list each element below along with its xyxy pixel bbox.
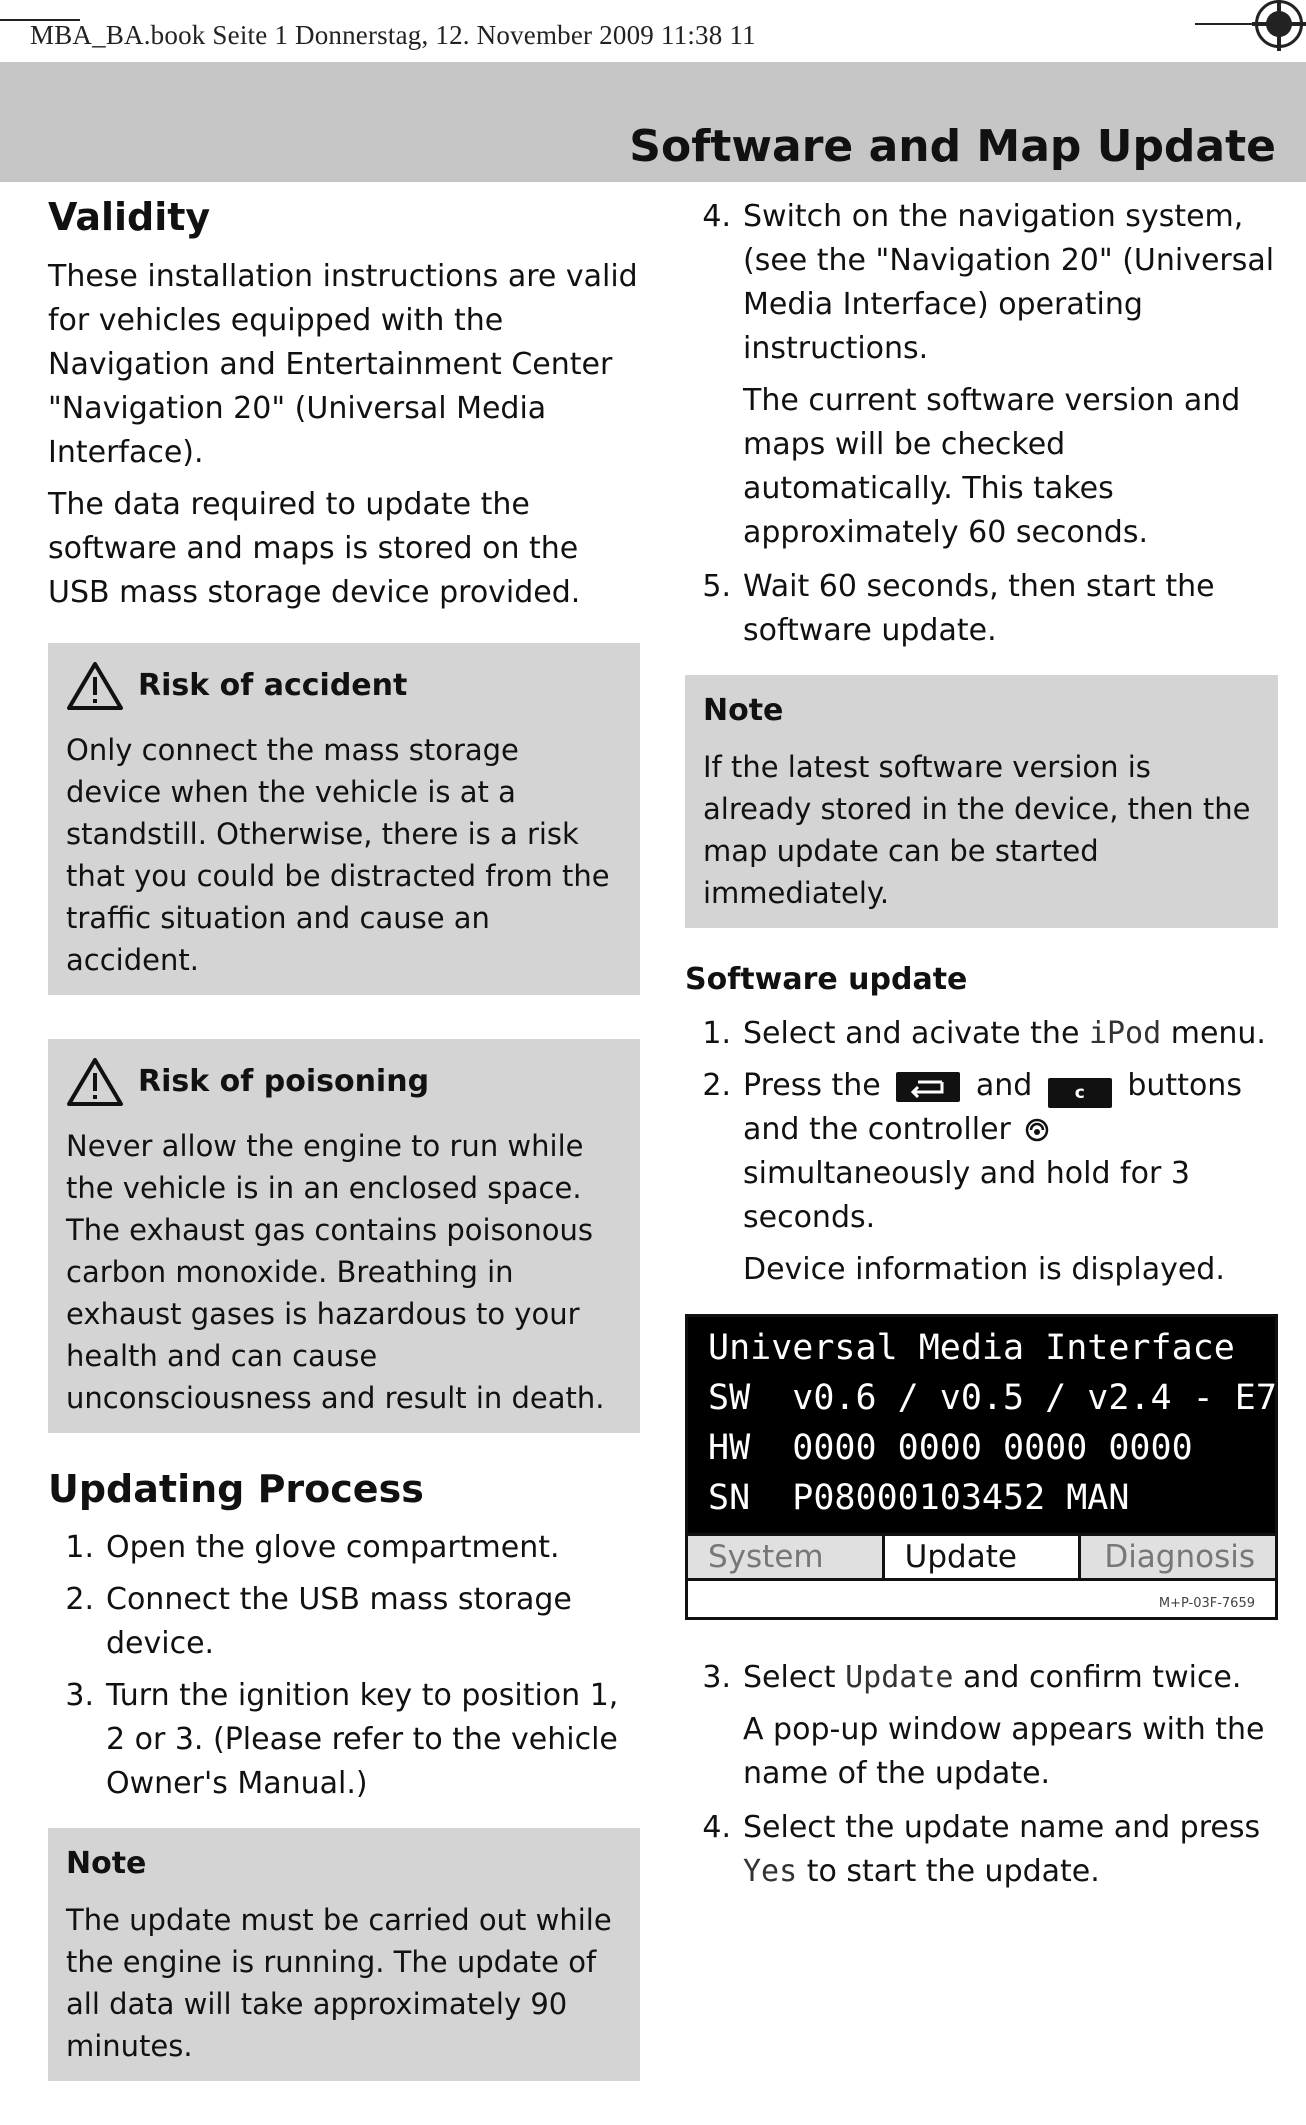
list-item: 1. Select and acivate the iPod menu. <box>702 1016 1266 1051</box>
yes-option-label: Yes <box>743 1854 798 1889</box>
update-option-label: Update <box>845 1660 954 1695</box>
software-update-heading: Software update <box>685 962 968 997</box>
back-button-icon <box>896 1072 960 1102</box>
list-item: 4. Select the update name and press Yes to start the update. <box>702 1810 1261 1889</box>
software-update-steps-3 <box>685 1806 1278 1894</box>
warning-accident-title: Risk of accident <box>138 668 408 704</box>
screen-tabs <box>688 1533 1275 1578</box>
list-item: 2. Press the and c buttons and the controller simultaneously and hold for 3 seconds. <box>702 1068 1242 1235</box>
warning-accident-box <box>48 643 640 995</box>
tab-update[interactable]: Update <box>885 1536 1082 1578</box>
screen-line-title: Universal Media Interface <box>708 1328 1235 1368</box>
list-item: 1. Open the glove compartment. <box>65 1530 560 1566</box>
warning-poisoning-box <box>48 1039 640 1433</box>
tab-system[interactable]: System <box>688 1536 885 1578</box>
screen-line-sw: SW v0.6 / v0.5 / v2.4 - E7 <box>708 1378 1277 1418</box>
note-title: Note <box>703 693 784 728</box>
list-item: 3. Turn the ignition key to position 1, 2 or 3. (Please refer to the vehicle Owner's Manual.) <box>65 1678 619 1802</box>
updating-steps-list <box>48 1526 640 1806</box>
device-info-screen <box>685 1314 1278 1620</box>
device-info-display <box>688 1317 1275 1533</box>
page-title: Software and Map Update <box>629 121 1276 172</box>
validity-heading: Validity <box>48 195 211 239</box>
nav-steps-list <box>685 195 1278 371</box>
warning-accident-text: Only connect the mass storage device when the vehicle is at a standstill. Otherwise, there is a risk that you could be distracted from the traffic situation and cause an accident. <box>66 732 610 977</box>
list-item: 4. Switch on the navigation system, (see the "Navigation 20" (Universal Media Interface) operating instructions. <box>702 199 1275 366</box>
screen-footer <box>688 1578 1275 1617</box>
software-update-steps-2 <box>685 1656 1278 1700</box>
validity-paragraph-2: The data required to update the software and maps is stored on the USB mass storage device provided. <box>48 486 581 610</box>
figure-reference: M+P-03F-7659 <box>1158 1596 1255 1611</box>
list-item: 2. Connect the USB mass storage device. <box>65 1582 572 1662</box>
left-column <box>48 195 640 2125</box>
note-text: If the latest software version is already stored in the device, then the map update can be started immediately. <box>703 750 1251 910</box>
list-item: 3. Select Update and confirm twice. <box>702 1660 1242 1695</box>
software-update-steps <box>685 1012 1278 1240</box>
tab-diagnosis[interactable]: Diagnosis <box>1081 1536 1275 1578</box>
note-text: The update must be carried out while the engine is running. The update of all data will take approximately 90 minutes. <box>66 1903 612 2064</box>
note-box-right <box>685 675 1278 928</box>
note-title: Note <box>66 1846 147 1882</box>
list-item: 5. Wait 60 seconds, then start the software update. <box>702 569 1215 648</box>
screen-line-hw: HW 0000 0000 0000 0000 <box>708 1428 1193 1468</box>
nav-steps-list-2 <box>685 565 1278 653</box>
step2-continuation: Device information is displayed. <box>743 1252 1225 1287</box>
warning-triangle-icon <box>66 661 124 711</box>
step4-continuation: The current software version and maps will be checked automatically. This takes approximately 60 seconds. <box>743 383 1241 550</box>
ipod-menu-label: iPod <box>1088 1016 1162 1051</box>
updating-process-heading: Updating Process <box>48 1466 424 1511</box>
registration-mark-icon <box>1255 0 1303 48</box>
c-button-icon: c <box>1048 1078 1112 1108</box>
validity-paragraph-1: These installation instructions are valid for vehicles equipped with the Navigation and Entertainment Center "Navigation 20" (Universal Media Interface). <box>48 258 638 470</box>
header-band <box>0 62 1306 182</box>
step3-continuation: A pop-up window appears with the name of the update. <box>743 1712 1265 1791</box>
note-box-left <box>48 1828 640 2081</box>
warning-triangle-icon <box>66 1057 124 1107</box>
warning-poisoning-title: Risk of poisoning <box>138 1064 430 1100</box>
screen-line-sn: SN P08000103452 MAN <box>708 1478 1130 1518</box>
right-column <box>685 195 1278 1902</box>
book-info-line: MBA_BA.book Seite 1 Donnerstag, 12. November 2009 11:38 11 <box>30 20 756 50</box>
warning-poisoning-text: Never allow the engine to run while the vehicle is in an enclosed space. The exhaust gas contains poisonous carbon monoxide. Breathing in exhaust gases is hazardous to your health and can cause unconsciousness and result in death. <box>66 1128 605 1415</box>
controller-icon <box>1024 1117 1050 1143</box>
